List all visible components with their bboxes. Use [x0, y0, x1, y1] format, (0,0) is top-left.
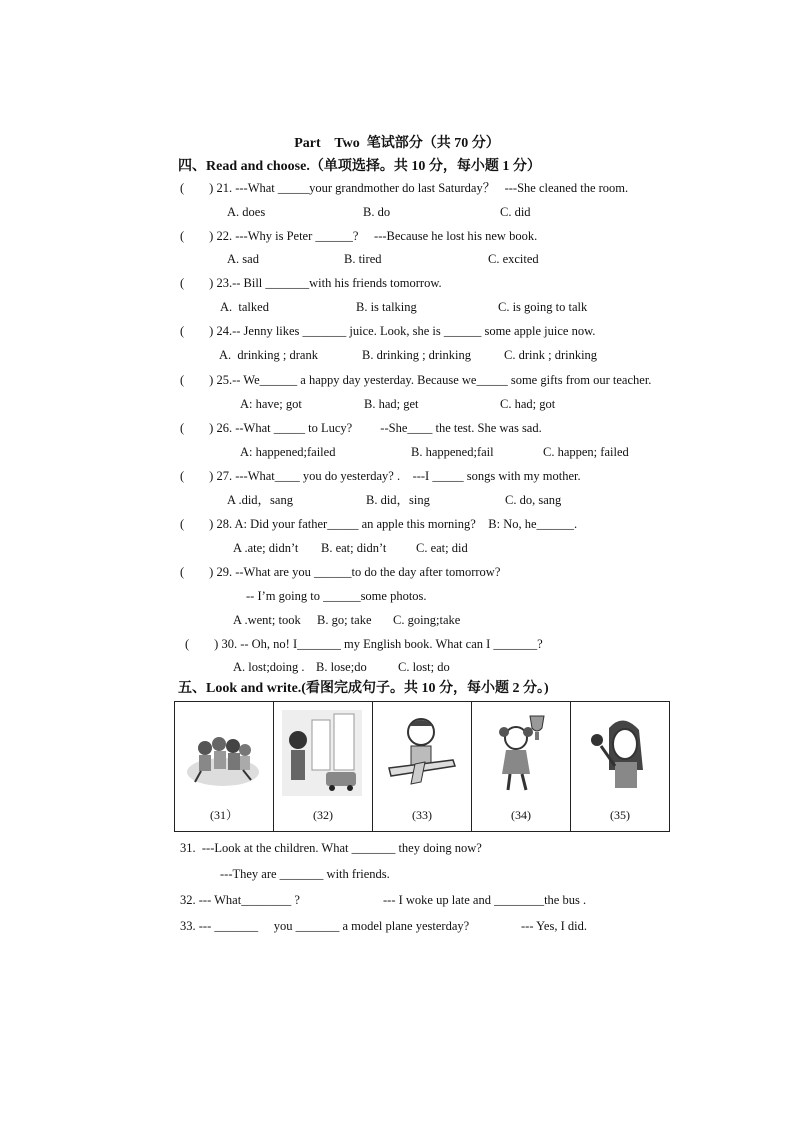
q25: ( ) 25.-- We______ a happy day yesterday. Because we_____ some gifts from our teacher.: [180, 373, 652, 387]
q23-option-a: A. talked: [220, 300, 269, 314]
q30-option-b: B. lose;do: [316, 660, 367, 674]
children-running-picture: [183, 710, 263, 796]
q33-reply: --- Yes, I did.: [521, 919, 587, 933]
picture-cell-33: [372, 702, 471, 831]
q26-option-b: B. happened;fail: [411, 445, 494, 459]
girl-with-apple-picture: [579, 710, 659, 796]
q24: ( ) 24.-- Jenny likes _______ juice. Look, she is ______ some apple juice now.: [180, 324, 596, 338]
q29-option-b: B. go; take: [317, 613, 372, 627]
q23-option-b: B. is talking: [356, 300, 417, 314]
q21-option-a: A. does: [227, 205, 266, 219]
caption-35: (35): [610, 808, 630, 822]
q28-option-a: A .ate; didn’t: [233, 541, 299, 555]
q25-option-b: B. had; get: [364, 397, 419, 411]
boy-missing-bus-picture: [282, 710, 362, 796]
q25-option-a: A: have; got: [240, 397, 302, 411]
picture-grid: [174, 701, 670, 832]
q24-option-b: B. drinking ; drinking: [362, 348, 472, 362]
q28-option-c: C. eat; did: [416, 541, 468, 555]
section-5-heading: 五、Look and write.(看图完成句子。共 10 分，每小题 2 分。): [178, 681, 549, 696]
q29-option-a: A .went; took: [233, 613, 301, 627]
q26-option-c: C. happen; failed: [543, 445, 629, 459]
caption-34: (34): [511, 808, 531, 822]
section-4-heading: 四、Read and choose.（单项选择。共 10 分，每小题 1 分）: [178, 159, 541, 174]
q22-option-b: B. tired: [344, 252, 382, 266]
q28-option-b: B. eat; didn’t: [321, 541, 387, 555]
q30-option-c: C. lost; do: [398, 660, 450, 674]
q24-option-a: A. drinking ; drank: [219, 348, 318, 362]
q21-option-c: C. did: [500, 205, 531, 219]
q29-reply: -- I’m going to ______some photos.: [246, 589, 427, 603]
caption-33: (33): [412, 808, 432, 822]
part-title: Part Two 笔试部分（共 70 分）: [294, 136, 500, 151]
picture-cell-34: [471, 702, 570, 831]
q27-option-b: B. did，sing: [366, 493, 430, 507]
q25-option-c: C. had; got: [500, 397, 556, 411]
q21-option-b: B. do: [363, 205, 391, 219]
picture-cell-31: [175, 702, 273, 831]
q31-reply: ---They are _______ with friends.: [220, 867, 390, 881]
picture-cell-35: [570, 702, 669, 831]
q28: ( ) 28. A: Did your father_____ an apple this morning? B: No, he______.: [180, 517, 578, 531]
caption-32: (32): [313, 808, 333, 822]
q23-option-c: C. is going to talk: [498, 300, 588, 314]
q23: ( ) 23.-- Bill _______with his friends tomorrow.: [180, 276, 442, 290]
q22-option-c: C. excited: [488, 252, 539, 266]
picture-cell-32: [273, 702, 372, 831]
q30: ( ) 30. -- Oh, no! I_______ my English book. What can I _______?: [185, 637, 543, 651]
q29: ( ) 29. --What are you ______to do the day after tomorrow?: [180, 565, 501, 579]
q27-option-c: C. do, sang: [505, 493, 562, 507]
caption-31: (31）: [210, 808, 238, 822]
q26-option-a: A: happened;failed: [240, 445, 336, 459]
girl-with-trophy-picture: [480, 710, 560, 796]
q21: ( ) 21. ---What _____your grandmother do last Saturday？ ---She cleaned the room.: [180, 181, 629, 195]
q33: 33. --- _______ you _______ a model plane yesterday?: [180, 919, 470, 933]
q22-option-a: A. sad: [227, 252, 259, 266]
q26: ( ) 26. --What _____ to Lucy? --She____ the test. She was sad.: [180, 421, 542, 435]
q31: 31. ---Look at the children. What _______ they doing now?: [180, 841, 482, 855]
q32: 32. --- What________ ?: [180, 893, 300, 907]
q27: ( ) 27. ---What____ you do yesterday? . ---I _____ songs with my mother.: [180, 469, 581, 483]
q22: ( ) 22. ---Why is Peter ______? ---Because he lost his new book.: [180, 229, 538, 243]
q24-option-c: C. drink ; drinking: [504, 348, 598, 362]
q29-option-c: C. going;take: [393, 613, 461, 627]
q27-option-a: A .did，sang: [227, 493, 293, 507]
man-with-model-plane-picture: [381, 710, 461, 796]
q32-reply: --- I woke up late and ________the bus .: [383, 893, 587, 907]
q30-option-a: A. lost;doing .: [233, 660, 305, 674]
